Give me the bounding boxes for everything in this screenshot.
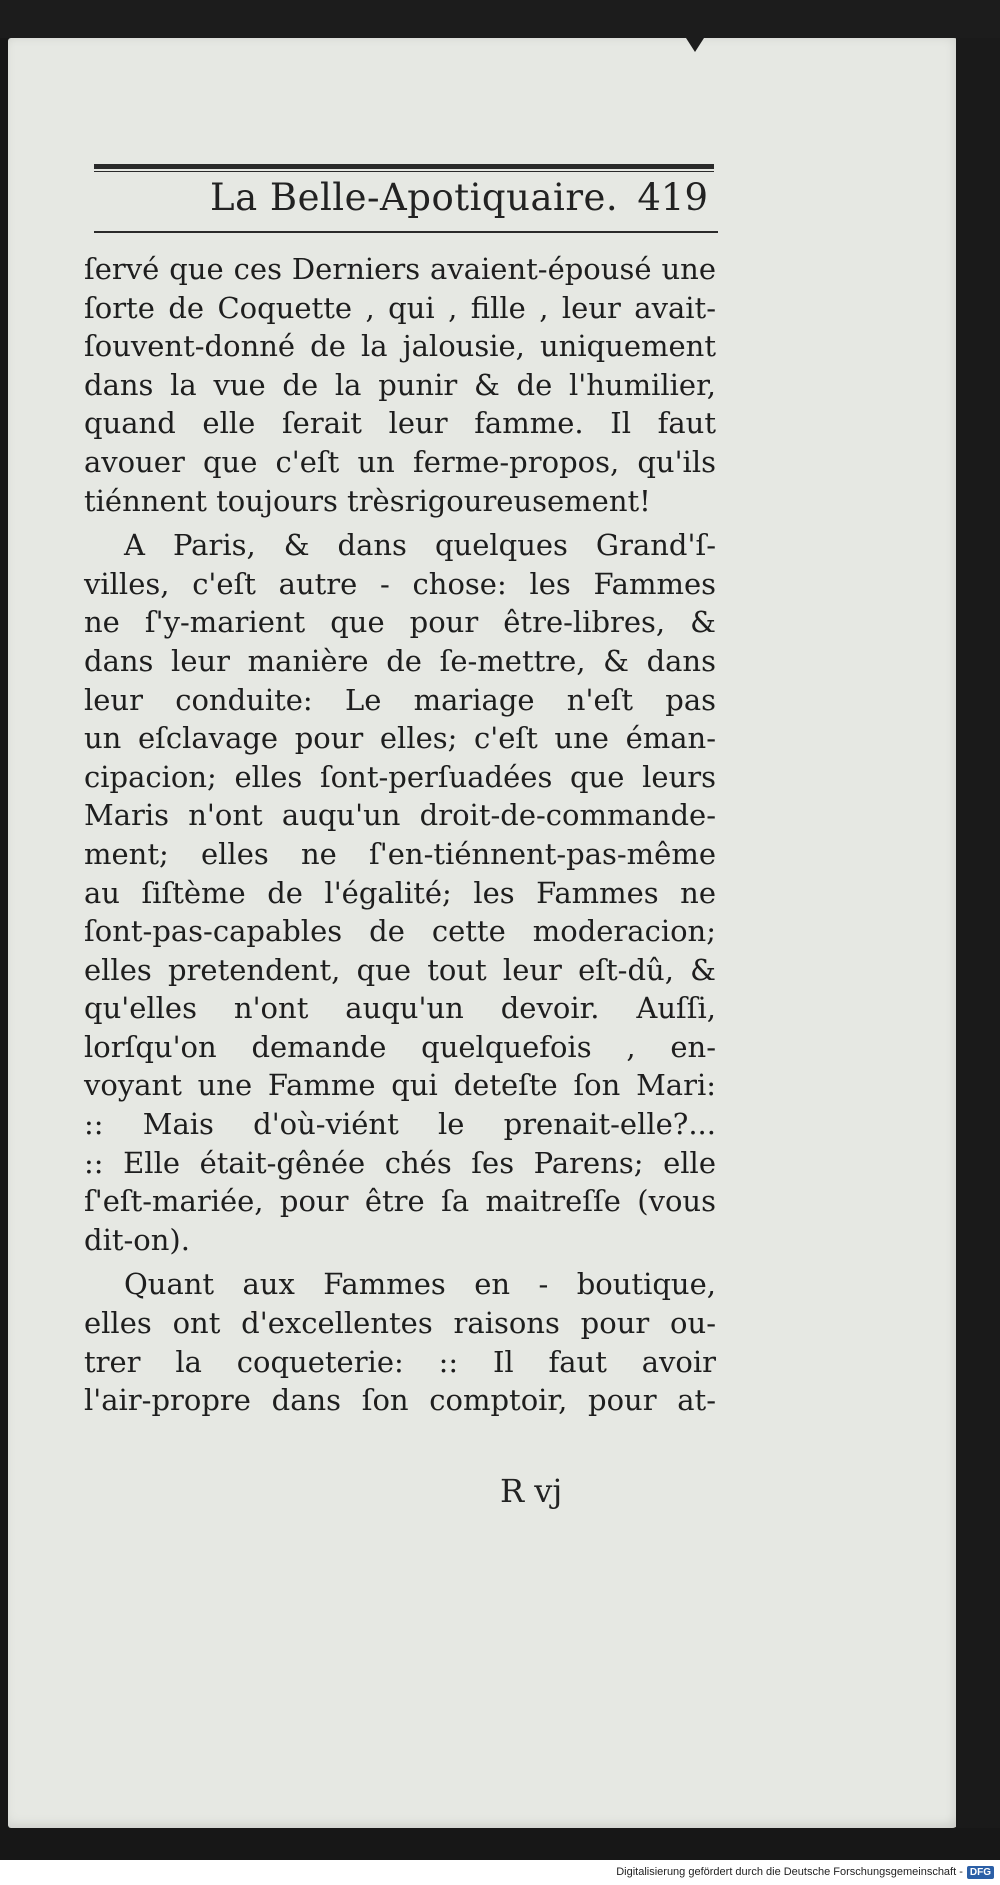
text-line: villes, c'eſt autre - chose: les Fammes — [84, 566, 716, 601]
text-line: :: Mais d'où-viént le prenait-elle?... — [84, 1107, 716, 1142]
text-line: avouer que c'eſt un ferme-propos, qu'ils — [84, 444, 716, 479]
text-line: ſont-pas-capables de cette moderacion; — [84, 914, 716, 949]
text-line: trer la coqueterie: :: Il faut avoir — [84, 1344, 716, 1379]
text-line: Quant aux Fammes en - boutique, — [124, 1267, 716, 1302]
text-line: ſorte de Coquette , qui , fille , leur avait- — [84, 290, 716, 325]
text-line: dit-on). — [84, 1222, 190, 1257]
header-rule-thick — [94, 164, 714, 169]
credit-text: Digitalisierung gefördert durch die Deutsche Forschungsgemeinschaft - — [616, 1866, 963, 1878]
text-line: Maris n'ont auqu'un droit-de-commande- — [84, 798, 716, 833]
running-header — [94, 176, 714, 228]
page-number: 419 — [637, 176, 708, 219]
text-line: au ſiſtème de l'égalité; les Fammes ne — [84, 875, 716, 910]
text-line: quand elle ſerait leur famme. Il faut — [84, 406, 716, 441]
text-line: ment; elles ne ſ'en-tiénnent-pas-même — [84, 836, 716, 871]
page-edge-nick — [686, 38, 704, 52]
signature-mark: R vj — [500, 1472, 563, 1510]
text-line: un eſclavage pour elles; c'eſt une éman- — [84, 721, 716, 756]
text-line: l'air-propre dans ſon comptoir, pour at- — [84, 1383, 716, 1418]
text-line: voyant une Famme qui deteſte ſon Mari: — [84, 1068, 716, 1103]
scan-border-right — [956, 38, 1000, 1828]
text-line: tiénnent toujours trèsrigoureusement! — [84, 483, 651, 518]
text-line: qu'elles n'ont auqu'un devoir. Auſſi, — [84, 991, 716, 1026]
running-title: La Belle-Apotiquaire. — [210, 176, 619, 219]
header-rule-thin — [94, 171, 714, 172]
text-line: elles pretendent, que tout leur eſt-dû, & — [84, 952, 716, 987]
dfg-logo: DFG — [967, 1866, 994, 1879]
text-line: cipacion; elles ſont-perſuadées que leurs — [84, 759, 716, 794]
text-line: ne ſ'y-marient que pour être-libres, & — [84, 605, 716, 640]
text-line: ſervé que ces Derniers avaient-épousé une — [84, 252, 716, 286]
text-line: ſouvent-donné de la jalousie, uniquement — [84, 329, 716, 364]
body-text — [84, 250, 716, 1420]
text-line: dans la vue de la punir & de l'humilier, — [84, 367, 716, 402]
text-line: leur conduite: Le mariage n'eſt pas — [84, 682, 716, 717]
text-line: elles ont d'excellentes raisons pour ou- — [84, 1306, 716, 1341]
text-line: :: Elle était-gênée chés ſes Parens; elle — [84, 1145, 716, 1180]
text-line: lorſqu'on demande quelquefois , en- — [84, 1029, 716, 1064]
text-line: dans leur manière de ſe-mettre, & dans — [84, 643, 716, 678]
digitization-credit — [616, 1866, 994, 1879]
header-rule-bottom — [94, 231, 718, 233]
text-line: A Paris, & dans quelques Grand'ſ- — [124, 528, 716, 563]
scan-border-top — [0, 0, 1000, 38]
text-line: ſ'eſt-mariée, pour être ſa maitreſſe (vous — [84, 1184, 716, 1219]
